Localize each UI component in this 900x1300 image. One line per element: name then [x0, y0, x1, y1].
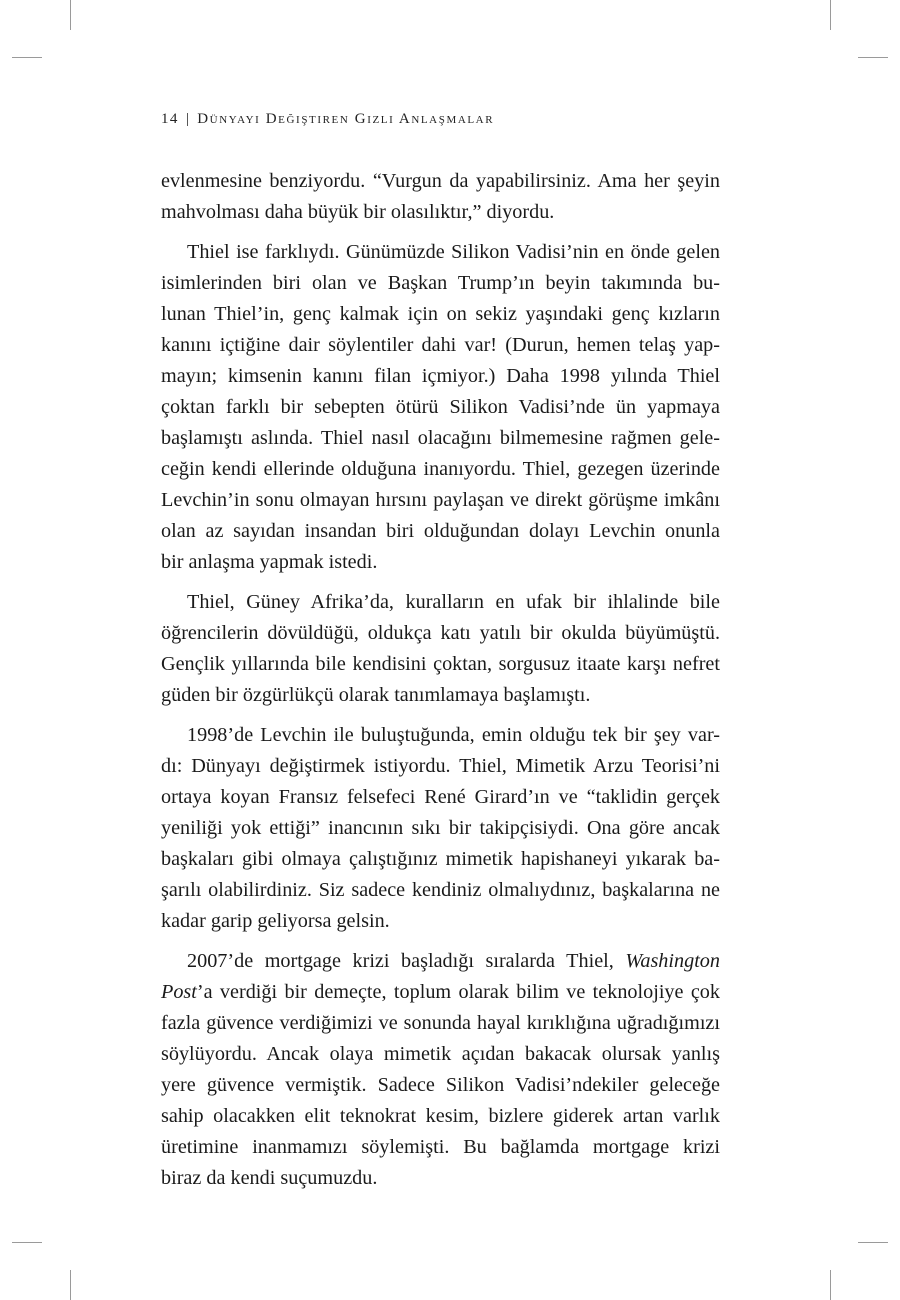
text-line: kadar garip geliyorsa gelsin. — [161, 910, 390, 932]
body-text — [161, 166, 720, 1194]
text-line: Gençlik yıllarında bile kendisini çoktan, sorgusuz itaate karşı nefret — [161, 653, 720, 675]
text-line: sahip olacakken elit teknokrat kesim, bizlere giderek artan varlık — [161, 1105, 720, 1127]
crop-mark-right-lower — [858, 1242, 888, 1243]
text-line: Thiel ise farklıydı. Günümüzde Silikon Vadisi’nin en önde gelen — [187, 241, 720, 263]
text-line: Thiel, Güney Afrika’da, kuralların en ufak bir ihlalinde bile — [187, 591, 720, 613]
text-line: mahvolması daha büyük bir olasılıktır,” diyordu. — [161, 201, 555, 223]
text-line: başkaları gibi olmaya çalıştığınız mimetik hapishaneyi yıkarak ba- — [161, 848, 720, 870]
running-head — [161, 111, 494, 128]
text-line: fazla güvence verdiğimizi ve sonunda hayal kırıklığına uğradığımızı — [161, 1012, 720, 1034]
text-line: evlenmesine benziyordu. “Vurgun da yapabilirsiniz. Ama her şeyin — [161, 170, 720, 192]
text-line: ortaya koyan Fransız felsefeci René Girard’ın ve “taklidin gerçek — [161, 786, 720, 808]
text-line: başlamıştı aslında. Thiel nasıl olacağını bilmemesine rağmen gele- — [161, 427, 720, 449]
text-line: 2007’de mortgage krizi başladığı sıralarda Thiel, Washington — [187, 950, 720, 972]
running-head-separator: | — [185, 111, 191, 127]
text-line: çoktan farklı bir sebepten ötürü Silikon Vadisi’nde ün yapmaya — [161, 396, 720, 418]
text-line: söylüyordu. Ancak olaya mimetik açıdan bakacak olursak yanlış — [161, 1043, 720, 1065]
text-line: kanını içtiğine dair söylentiler dahi var! (Durun, hemen telaş yap- — [161, 334, 720, 356]
crop-mark-top-right — [830, 0, 831, 30]
text-line: öğrencilerin dövüldüğü, oldukça katı yatılı bir okulda büyümüştü. — [161, 622, 720, 644]
text-line: ceğin kendi ellerinde olduğuna inanıyordu. Thiel, gezegen üzerinde — [161, 458, 720, 480]
page-number: 14 — [161, 111, 179, 127]
paragraph — [161, 720, 720, 937]
paragraph — [161, 587, 720, 711]
text-line: Levchin’in sonu olmayan hırsını paylaşan ve direkt görüşme imkânı — [161, 489, 720, 511]
text-line: şarılı olabilirdiniz. Siz sadece kendiniz olmalıydınız, başkalarına ne — [161, 879, 720, 901]
crop-mark-bottom-left — [70, 1270, 71, 1300]
crop-mark-left-upper — [12, 57, 42, 58]
text-line: güden bir özgürlükçü olarak tanımlamaya başlamıştı. — [161, 684, 591, 706]
crop-mark-top-left — [70, 0, 71, 30]
text-line: 1998’de Levchin ile buluştuğunda, emin olduğu tek bir şey var- — [187, 724, 720, 746]
book-title: Dünyayı Değiştiren Gizli Anlaşmalar — [197, 111, 495, 127]
text-line: lunan Thiel’in, genç kalmak için on sekiz yaşındaki genç kızların — [161, 303, 720, 325]
text-line: yere güvence vermiştik. Sadece Silikon Vadisi’ndekiler geleceğe — [161, 1074, 720, 1096]
text-line: biraz da kendi suçumuzdu. — [161, 1167, 378, 1189]
paragraph — [161, 166, 720, 228]
paragraph — [161, 237, 720, 578]
text-line: üretimine inanmamızı söylemişti. Bu bağlamda mortgage krizi — [161, 1136, 720, 1158]
text-line: olan az sayıdan insandan biri olduğundan dolayı Levchin onunla — [161, 520, 720, 542]
text-line: Post’a verdiği bir demeçte, toplum olarak bilim ve teknolojiye çok — [161, 981, 720, 1003]
crop-mark-left-lower — [12, 1242, 42, 1243]
text-line: yeniliği yok ettiği” inancının sıkı bir takipçisiydi. Ona göre ancak — [161, 817, 720, 839]
crop-mark-bottom-right — [830, 1270, 831, 1300]
text-line: bir anlaşma yapmak istedi. — [161, 551, 378, 573]
paragraph — [161, 946, 720, 1194]
text-line: isimlerinden biri olan ve Başkan Trump’ın beyin takımında bu- — [161, 272, 720, 294]
text-line: mayın; kimsenin kanını filan içmiyor.) Daha 1998 yılında Thiel — [161, 365, 720, 387]
text-line: dı: Dünyayı değiştirmek istiyordu. Thiel, Mimetik Arzu Teorisi’ni — [161, 755, 720, 777]
crop-mark-right-upper — [858, 57, 888, 58]
